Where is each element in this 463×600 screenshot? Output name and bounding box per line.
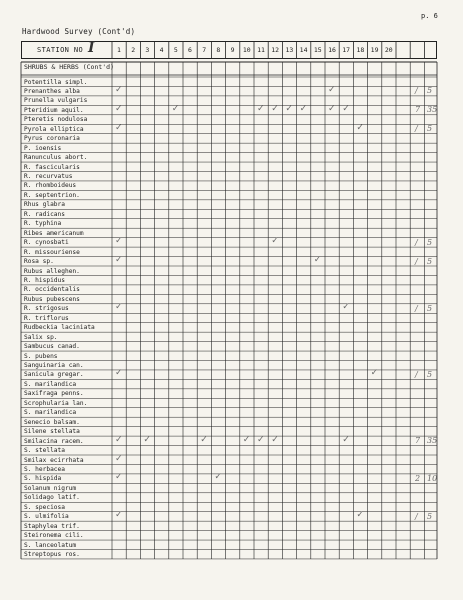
total-value: 5 [427, 511, 433, 521]
tally-count: / [415, 369, 418, 379]
column-number: 18 [356, 46, 365, 54]
column-number: 8 [216, 46, 221, 54]
column-number: 7 [202, 46, 207, 54]
species-name: Solanum nigrum [24, 484, 77, 492]
tally-count: / [415, 237, 418, 247]
species-name: Prenanthes alba [24, 87, 80, 95]
species-name: S. marilandica [24, 380, 77, 388]
column-number: 3 [145, 46, 150, 54]
check-mark: ✓ [143, 434, 151, 445]
column-number: 5 [173, 46, 178, 54]
check-mark: ✓ [356, 122, 364, 133]
tally-count: 2 [415, 473, 421, 483]
check-mark: ✓ [370, 368, 379, 379]
check-mark: ✓ [115, 453, 123, 464]
column-number: 17 [342, 46, 351, 54]
species-name: R. missouriense [24, 248, 80, 256]
species-name: R. radicans [24, 210, 65, 218]
species-name: S. hispida [24, 475, 62, 483]
species-name: Rubus pubescens [24, 295, 80, 303]
species-name: Silene stellata [24, 428, 80, 436]
station-handwritten-value: I [88, 40, 95, 56]
species-name: R. triflorus [24, 314, 69, 322]
check-mark: ✓ [115, 255, 123, 266]
species-name: R. hispidus [24, 276, 65, 284]
check-mark: ✓ [115, 122, 123, 133]
species-name: R. rhomboideus [24, 182, 77, 190]
column-number: 6 [188, 46, 192, 54]
species-name: R. strigosus [24, 305, 69, 313]
species-name: S. stellata [24, 447, 65, 455]
check-mark: ✓ [342, 103, 350, 114]
species-name: S. marilandica [24, 409, 77, 417]
species-name: Ranunculus abort. [24, 154, 88, 162]
species-name: Smilacina racem. [24, 437, 84, 445]
species-name: Solidago latif. [24, 494, 80, 502]
check-mark: ✓ [115, 510, 123, 521]
species-name: Rhus glabra [24, 201, 65, 209]
check-mark: ✓ [342, 434, 350, 445]
total-value: 5 [427, 124, 433, 134]
species-name: Saxifraga penns. [24, 390, 84, 398]
species-name: Ribes americanum [24, 229, 84, 237]
tally-count: / [415, 303, 418, 313]
total-value: 5 [427, 237, 433, 247]
tally-count: / [415, 256, 418, 266]
species-name: Steironema cili. [24, 532, 84, 540]
species-name: Scrophularia lan. [24, 399, 88, 407]
species-name: S. speciosa [24, 503, 65, 511]
column-number: 16 [328, 46, 336, 54]
total-value: 5 [427, 86, 433, 96]
species-name: S. pubens [24, 352, 58, 360]
total-value: 5 [427, 303, 433, 313]
species-name: Pyrus coronaria [24, 135, 80, 143]
check-mark: ✓ [214, 472, 222, 483]
check-mark: ✓ [115, 472, 123, 483]
column-number: 13 [285, 46, 294, 54]
species-name: Streptopus ros. [24, 551, 80, 558]
total-value: 35 [427, 105, 438, 115]
species-name: Prunella vulgaris [24, 97, 88, 105]
species-name: R. typhina [24, 220, 62, 228]
check-mark: ✓ [356, 510, 364, 521]
species-name: Pteridium aquil. [24, 106, 84, 114]
species-name: Senecio balsam. [24, 418, 80, 426]
column-number: 4 [159, 46, 164, 54]
species-name: S. lanceolatum [24, 541, 77, 549]
check-mark: ✓ [171, 103, 180, 114]
check-mark: ✓ [115, 434, 123, 445]
species-name: R. cynosbati [24, 239, 69, 247]
column-number: 11 [257, 46, 265, 54]
species-name: Smilax ecirrhata [24, 456, 84, 464]
total-value: 5 [427, 256, 433, 266]
check-mark: ✓ [299, 103, 308, 114]
species-name: Pteretis nodulosa [24, 116, 88, 124]
check-mark: ✓ [271, 103, 279, 114]
species-name: Rosa sp. [24, 258, 54, 266]
check-mark: ✓ [200, 434, 208, 445]
species-name: Pyrola elliptica [24, 125, 84, 133]
page-number: p. 6 [421, 12, 438, 20]
check-mark: ✓ [257, 434, 265, 445]
check-mark: ✓ [115, 236, 123, 247]
check-mark: ✓ [115, 103, 123, 114]
check-mark: ✓ [115, 368, 123, 379]
check-mark: ✓ [115, 84, 123, 95]
tally-count: / [415, 511, 418, 521]
check-mark: ✓ [328, 84, 336, 95]
species-name: Sanguinaria can. [24, 362, 84, 369]
check-mark: ✓ [242, 434, 251, 445]
column-number: 15 [313, 46, 322, 54]
check-mark: ✓ [313, 255, 322, 266]
section-label: SHRUBS & HERBS (Cont'd) [24, 63, 115, 71]
species-name: R. occidentalis [24, 286, 80, 294]
species-name: Sanicula gregar. [24, 371, 84, 379]
column-number: 20 [384, 46, 393, 54]
total-value: 35 [427, 436, 438, 446]
check-mark: ✓ [271, 434, 279, 445]
species-name: Salix sp. [24, 333, 58, 341]
total-value: 10 [427, 473, 438, 483]
column-number: 10 [242, 46, 251, 54]
column-number: 9 [230, 46, 235, 54]
check-mark: ✓ [285, 103, 293, 114]
species-name: P. ioensis [24, 144, 62, 152]
species-name: S. herbacea [24, 465, 65, 473]
species-name: Potentilla simpl. [24, 78, 88, 86]
species-name: Staphylea trif. [24, 522, 80, 530]
check-mark: ✓ [328, 103, 336, 114]
species-name: Rubus alleghen. [24, 267, 80, 275]
species-name: R. septentrion. [24, 191, 80, 199]
tally-count: 7 [415, 105, 421, 115]
species-name: Sambucus canad. [24, 343, 80, 351]
column-number: 14 [299, 46, 308, 54]
column-number: 1 [117, 46, 121, 54]
column-number: 12 [271, 46, 280, 54]
tally-count: / [415, 86, 418, 96]
column-number: 2 [131, 46, 136, 54]
tally-count: / [415, 124, 418, 134]
species-name: Rudbeckia laciniata [24, 324, 95, 332]
total-value: 5 [427, 369, 433, 379]
page-title: Hardwood Survey (Cont'd) [22, 27, 136, 36]
species-name: R. recurvatus [24, 173, 73, 180]
check-mark: ✓ [342, 302, 350, 313]
column-number: 19 [370, 46, 379, 54]
tally-count: 7 [415, 436, 421, 446]
check-mark: ✓ [271, 236, 279, 247]
check-mark: ✓ [115, 302, 123, 313]
check-mark: ✓ [257, 103, 265, 114]
species-name: S. ulmifolia [24, 513, 69, 521]
species-name: R. fascicularis [24, 163, 80, 171]
station-label: STATION NO [37, 46, 84, 54]
